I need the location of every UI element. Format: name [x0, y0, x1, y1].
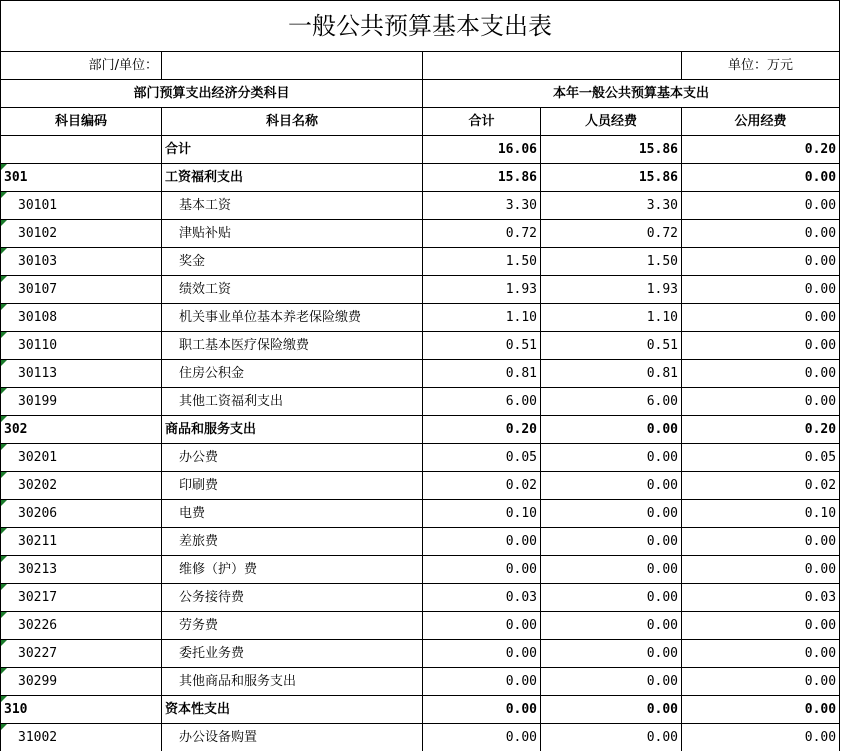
name-cell[interactable] — [162, 220, 423, 248]
public-cell-text: 0.20 — [804, 422, 837, 437]
cell-marker-icon — [1, 388, 7, 394]
name-cell-text: 其他商品和服务支出 — [179, 674, 297, 689]
code-cell[interactable] — [1, 304, 162, 332]
code-cell[interactable] — [1, 668, 162, 696]
public-cell[interactable] — [682, 416, 840, 444]
name-cell[interactable] — [162, 556, 423, 584]
cell-marker-icon — [1, 304, 7, 310]
public-cell-text: 0.05 — [804, 450, 837, 465]
cell-marker-icon — [1, 528, 7, 534]
code-cell-text: 30110 — [18, 338, 58, 353]
name-cell-text: 合计 — [165, 142, 192, 157]
public-cell[interactable] — [682, 472, 840, 500]
total-cell-text: 0.03 — [505, 590, 537, 605]
personnel-cell-text: 0.72 — [646, 226, 678, 241]
table-row — [1, 472, 840, 500]
total-cell-text: 0.00 — [505, 702, 537, 717]
name-cell-text: 商品和服务支出 — [165, 422, 257, 437]
total-cell[interactable] — [423, 556, 541, 584]
header-code: 科目编码 — [1, 108, 162, 136]
name-cell[interactable] — [162, 136, 423, 164]
personnel-cell-text: 1.93 — [646, 282, 678, 297]
table-row — [1, 136, 840, 164]
table-row — [1, 388, 840, 416]
total-cell-text: 0.00 — [505, 646, 537, 661]
name-cell[interactable] — [162, 248, 423, 276]
code-cell-text: 30226 — [18, 618, 58, 633]
total-cell-text: 0.00 — [505, 562, 537, 577]
table-row — [1, 332, 840, 360]
total-cell-text: 1.93 — [505, 282, 537, 297]
public-cell[interactable] — [682, 612, 840, 640]
personnel-cell[interactable] — [541, 164, 682, 192]
name-cell-text: 工资福利支出 — [165, 170, 244, 185]
code-cell[interactable] — [1, 556, 162, 584]
personnel-cell[interactable] — [541, 668, 682, 696]
name-cell-text: 绩效工资 — [179, 282, 232, 297]
public-cell[interactable] — [682, 388, 840, 416]
total-cell-text: 1.10 — [505, 310, 537, 325]
total-cell-text: 0.00 — [505, 674, 537, 689]
total-cell-text: 6.00 — [505, 394, 537, 409]
public-cell-text: 0.00 — [804, 338, 837, 353]
dept-label: 部门/单位： — [1, 52, 162, 80]
total-cell-text: 3.30 — [505, 198, 537, 213]
personnel-cell-text: 0.00 — [646, 562, 678, 577]
name-cell[interactable] — [162, 640, 423, 668]
name-cell-text: 印刷费 — [179, 478, 219, 493]
name-cell[interactable] — [162, 164, 423, 192]
table-row — [1, 276, 840, 304]
personnel-cell[interactable] — [541, 472, 682, 500]
public-cell-text: 0.00 — [804, 170, 837, 185]
code-cell-text: 30101 — [18, 198, 58, 213]
public-cell-text: 0.10 — [804, 506, 837, 521]
code-cell[interactable] — [1, 248, 162, 276]
cell-marker-icon — [1, 332, 7, 338]
name-cell[interactable] — [162, 584, 423, 612]
header-personnel: 人员经费 — [541, 108, 682, 136]
dept-value-cell[interactable] — [162, 52, 423, 80]
header-group-right: 本年一般公共预算基本支出 — [423, 80, 840, 108]
public-cell[interactable] — [682, 640, 840, 668]
table-row — [1, 500, 840, 528]
code-cell-text: 30107 — [18, 282, 58, 297]
personnel-cell[interactable] — [541, 220, 682, 248]
table-row — [1, 416, 840, 444]
code-cell-text: 302 — [4, 422, 28, 437]
public-cell[interactable] — [682, 192, 840, 220]
personnel-cell-text: 15.86 — [638, 142, 678, 157]
total-cell[interactable] — [423, 444, 541, 472]
personnel-cell-text: 0.00 — [646, 422, 678, 437]
personnel-cell-text: 0.00 — [646, 590, 678, 605]
public-cell[interactable] — [682, 276, 840, 304]
table-row — [1, 220, 840, 248]
personnel-cell[interactable] — [541, 696, 682, 724]
personnel-cell[interactable] — [541, 556, 682, 584]
personnel-cell-text: 6.00 — [646, 394, 678, 409]
cell-marker-icon — [1, 192, 7, 198]
personnel-cell-text: 0.00 — [646, 506, 678, 521]
public-cell-text: 0.00 — [804, 310, 837, 325]
total-cell[interactable] — [423, 388, 541, 416]
cell-marker-icon — [1, 360, 7, 366]
name-cell-text: 公务接待费 — [179, 590, 245, 605]
code-cell-text: 310 — [4, 702, 28, 717]
name-cell[interactable] — [162, 192, 423, 220]
cell-marker-icon — [1, 472, 7, 478]
personnel-cell[interactable] — [541, 612, 682, 640]
total-cell[interactable] — [423, 248, 541, 276]
code-cell-text: 301 — [4, 170, 28, 185]
name-cell[interactable] — [162, 360, 423, 388]
total-cell[interactable] — [423, 584, 541, 612]
personnel-cell[interactable] — [541, 248, 682, 276]
name-cell[interactable] — [162, 612, 423, 640]
code-cell-text: 30113 — [18, 366, 58, 381]
personnel-cell[interactable] — [541, 136, 682, 164]
total-cell[interactable] — [423, 640, 541, 668]
total-cell-text: 0.51 — [505, 338, 537, 353]
code-cell-text: 31002 — [18, 730, 58, 745]
public-cell-text: 0.00 — [804, 730, 837, 745]
personnel-cell[interactable] — [541, 528, 682, 556]
total-cell[interactable] — [423, 192, 541, 220]
personnel-cell-text: 0.00 — [646, 478, 678, 493]
code-cell-text: 30206 — [18, 506, 58, 521]
table-row — [1, 528, 840, 556]
name-cell-text: 维修（护）费 — [179, 562, 258, 577]
public-cell[interactable] — [682, 332, 840, 360]
personnel-cell-text: 0.51 — [646, 338, 678, 353]
code-cell[interactable] — [1, 416, 162, 444]
public-cell-text: 0.20 — [804, 142, 837, 157]
public-cell[interactable] — [682, 136, 840, 164]
name-cell[interactable] — [162, 500, 423, 528]
code-cell-text: 30202 — [18, 478, 58, 493]
total-cell[interactable] — [423, 220, 541, 248]
name-cell-text: 办公设备购置 — [179, 730, 258, 745]
table-row — [1, 304, 840, 332]
header-group-left: 部门预算支出经济分类科目 — [1, 80, 423, 108]
personnel-cell-text: 0.00 — [646, 702, 678, 717]
personnel-cell-text: 0.00 — [646, 534, 678, 549]
code-cell-text: 30227 — [18, 646, 58, 661]
code-cell[interactable] — [1, 444, 162, 472]
cell-marker-icon — [1, 612, 7, 618]
personnel-cell[interactable] — [541, 388, 682, 416]
table-row — [1, 668, 840, 696]
code-cell[interactable] — [1, 360, 162, 388]
public-cell-text: 0.00 — [804, 646, 837, 661]
table-row — [1, 248, 840, 276]
cell-marker-icon — [1, 416, 7, 422]
public-cell-text: 0.00 — [804, 254, 837, 269]
name-cell-text: 基本工资 — [179, 198, 232, 213]
personnel-cell[interactable] — [541, 444, 682, 472]
header-total: 合计 — [423, 108, 541, 136]
name-cell-text: 机关事业单位基本养老保险缴费 — [179, 310, 362, 325]
total-cell[interactable] — [423, 136, 541, 164]
total-cell[interactable] — [423, 696, 541, 724]
public-cell[interactable] — [682, 724, 840, 751]
table-row — [1, 192, 840, 220]
public-cell-text: 0.00 — [804, 198, 837, 213]
public-cell-text: 0.03 — [804, 590, 837, 605]
code-cell[interactable] — [1, 220, 162, 248]
total-cell-text: 16.06 — [497, 142, 537, 157]
cell-marker-icon — [1, 248, 7, 254]
cell-marker-icon — [1, 640, 7, 646]
public-cell-text: 0.00 — [804, 226, 837, 241]
total-cell[interactable] — [423, 276, 541, 304]
personnel-cell-text: 3.30 — [646, 198, 678, 213]
total-cell-text: 0.10 — [505, 506, 537, 521]
public-cell-text: 0.00 — [804, 534, 837, 549]
public-cell-text: 0.02 — [804, 478, 837, 493]
personnel-cell[interactable] — [541, 192, 682, 220]
name-cell-text: 其他工资福利支出 — [179, 394, 284, 409]
table-row — [1, 444, 840, 472]
code-cell[interactable] — [1, 612, 162, 640]
code-cell-text: 30102 — [18, 226, 58, 241]
name-cell-text: 电费 — [179, 506, 206, 521]
table-title: 一般公共预算基本支出表 — [1, 1, 840, 52]
public-cell-text: 0.00 — [804, 366, 837, 381]
code-cell[interactable] — [1, 388, 162, 416]
code-cell[interactable] — [1, 500, 162, 528]
personnel-cell-text: 0.00 — [646, 674, 678, 689]
public-cell[interactable] — [682, 164, 840, 192]
total-cell[interactable] — [423, 612, 541, 640]
table-row — [1, 640, 840, 668]
code-cell-text: 30199 — [18, 394, 58, 409]
personnel-cell-text: 1.50 — [646, 254, 678, 269]
code-cell[interactable] — [1, 136, 162, 164]
personnel-cell-text: 0.81 — [646, 366, 678, 381]
header-public: 公用经费 — [682, 108, 840, 136]
code-cell[interactable] — [1, 332, 162, 360]
name-cell-text: 职工基本医疗保险缴费 — [179, 338, 310, 353]
table-row — [1, 724, 840, 751]
name-cell-text: 委托业务费 — [179, 646, 245, 661]
total-cell-text: 0.00 — [505, 534, 537, 549]
public-cell[interactable] — [682, 584, 840, 612]
code-cell[interactable] — [1, 696, 162, 724]
personnel-cell[interactable] — [541, 500, 682, 528]
cell-marker-icon — [1, 164, 7, 170]
name-cell[interactable] — [162, 528, 423, 556]
table-row — [1, 612, 840, 640]
name-cell-text: 津贴补贴 — [179, 226, 232, 241]
personnel-cell[interactable] — [541, 584, 682, 612]
table-row — [1, 584, 840, 612]
public-cell-text: 0.00 — [804, 702, 837, 717]
public-cell-text: 0.00 — [804, 562, 837, 577]
public-cell-text: 0.00 — [804, 618, 837, 633]
name-cell[interactable] — [162, 668, 423, 696]
code-cell-text: 30108 — [18, 310, 58, 325]
total-cell[interactable] — [423, 332, 541, 360]
personnel-cell[interactable] — [541, 360, 682, 388]
personnel-cell[interactable] — [541, 276, 682, 304]
public-cell[interactable] — [682, 444, 840, 472]
personnel-cell[interactable] — [541, 640, 682, 668]
code-cell[interactable] — [1, 584, 162, 612]
total-cell[interactable] — [423, 360, 541, 388]
code-cell-text: 30217 — [18, 590, 58, 605]
table-row — [1, 696, 840, 724]
public-cell[interactable] — [682, 304, 840, 332]
personnel-cell[interactable] — [541, 416, 682, 444]
table-row — [1, 164, 840, 192]
total-cell-text: 1.50 — [505, 254, 537, 269]
total-cell[interactable] — [423, 724, 541, 751]
total-cell[interactable] — [423, 164, 541, 192]
total-cell-text: 15.86 — [497, 170, 537, 185]
cell-marker-icon — [1, 696, 7, 702]
total-cell[interactable] — [423, 472, 541, 500]
total-cell-text: 0.20 — [505, 422, 537, 437]
public-cell[interactable] — [682, 556, 840, 584]
table-row — [1, 360, 840, 388]
personnel-cell-text: 0.00 — [646, 646, 678, 661]
cell-marker-icon — [1, 220, 7, 226]
personnel-cell[interactable] — [541, 332, 682, 360]
code-cell-text: 30103 — [18, 254, 58, 269]
cell-marker-icon — [1, 584, 7, 590]
total-cell-text: 0.05 — [505, 450, 537, 465]
total-cell-text: 0.72 — [505, 226, 537, 241]
cell-marker-icon — [1, 724, 7, 730]
cell-marker-icon — [1, 500, 7, 506]
public-cell[interactable] — [682, 500, 840, 528]
public-cell[interactable] — [682, 528, 840, 556]
code-cell[interactable] — [1, 192, 162, 220]
unit-label: 单位：万元 — [682, 52, 840, 80]
code-cell[interactable] — [1, 640, 162, 668]
code-cell[interactable] — [1, 724, 162, 751]
total-cell-text: 0.02 — [505, 478, 537, 493]
total-cell[interactable] — [423, 500, 541, 528]
total-cell-text: 0.00 — [505, 618, 537, 633]
code-cell-text: 30213 — [18, 562, 58, 577]
total-cell-text: 0.00 — [505, 730, 537, 745]
name-cell[interactable] — [162, 724, 423, 751]
code-cell-text: 30299 — [18, 674, 58, 689]
code-cell-text: 30211 — [18, 534, 58, 549]
cell-marker-icon — [1, 444, 7, 450]
public-cell[interactable] — [682, 696, 840, 724]
cell-marker-icon — [1, 668, 7, 674]
name-cell[interactable] — [162, 388, 423, 416]
personnel-cell-text: 0.00 — [646, 618, 678, 633]
name-cell[interactable] — [162, 304, 423, 332]
public-cell[interactable] — [682, 248, 840, 276]
name-cell[interactable] — [162, 276, 423, 304]
name-cell[interactable] — [162, 416, 423, 444]
public-cell-text: 0.00 — [804, 674, 837, 689]
blank-meta-cell — [423, 52, 682, 80]
code-cell-text: 30201 — [18, 450, 58, 465]
personnel-cell-text: 0.00 — [646, 730, 678, 745]
total-cell[interactable] — [423, 304, 541, 332]
public-cell-text: 0.00 — [804, 394, 837, 409]
header-name: 科目名称 — [162, 108, 423, 136]
name-cell-text: 资本性支出 — [165, 702, 231, 717]
public-cell-text: 0.00 — [804, 282, 837, 297]
public-cell[interactable] — [682, 220, 840, 248]
name-cell-text: 奖金 — [179, 254, 206, 269]
personnel-cell[interactable] — [541, 724, 682, 751]
code-cell[interactable] — [1, 276, 162, 304]
total-cell[interactable] — [423, 668, 541, 696]
table-row — [1, 556, 840, 584]
name-cell-text: 差旅费 — [179, 534, 219, 549]
personnel-cell-text: 1.10 — [646, 310, 678, 325]
personnel-cell-text: 0.00 — [646, 450, 678, 465]
total-cell[interactable] — [423, 528, 541, 556]
name-cell[interactable] — [162, 472, 423, 500]
personnel-cell[interactable] — [541, 304, 682, 332]
name-cell-text: 住房公积金 — [179, 366, 245, 381]
cell-marker-icon — [1, 556, 7, 562]
name-cell-text: 办公费 — [179, 450, 219, 465]
name-cell-text: 劳务费 — [179, 618, 219, 633]
cell-marker-icon — [1, 276, 7, 282]
code-cell[interactable] — [1, 472, 162, 500]
code-cell[interactable] — [1, 528, 162, 556]
total-cell-text: 0.81 — [505, 366, 537, 381]
name-cell[interactable] — [162, 444, 423, 472]
code-cell[interactable] — [1, 164, 162, 192]
personnel-cell-text: 15.86 — [638, 170, 678, 185]
total-cell[interactable] — [423, 416, 541, 444]
name-cell[interactable] — [162, 332, 423, 360]
public-cell[interactable] — [682, 668, 840, 696]
public-cell[interactable] — [682, 360, 840, 388]
name-cell[interactable] — [162, 696, 423, 724]
